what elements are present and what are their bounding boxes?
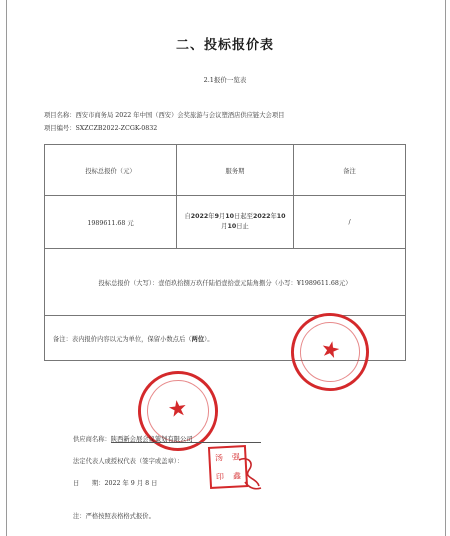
supplier-label: 供应商名称： <box>73 436 111 443</box>
service-day: 10 <box>225 213 235 220</box>
service-year: 2022 <box>190 213 209 220</box>
service-text: 年 <box>208 213 215 220</box>
cell-service-period <box>177 196 294 249</box>
footer-note: 注：严格按照表格格式报价。 <box>73 513 155 520</box>
document-title: 二、投标报价表 <box>175 38 274 53</box>
project-name: 项目名称：西安市商务局 2022 年中国（西安）会奖旅游与会议塑酒店供应链大会项目 <box>44 112 285 119</box>
header-service-period: 服务期 <box>177 145 294 196</box>
service-text: 日起至 <box>234 213 253 220</box>
table-header-row <box>45 145 406 196</box>
supplier-field <box>73 434 261 443</box>
seal-char: 鑫 <box>232 471 242 481</box>
star-icon: ★ <box>166 395 190 424</box>
service-text: 月 <box>218 213 226 220</box>
document-subtitle: 2.1报价一览表 <box>203 76 247 84</box>
service-text: 自 <box>184 213 191 220</box>
note-prefix: 备注：表内报价内容以元为单位，保留小数点后（ <box>53 335 192 343</box>
supplier-value: 陕西新会展会议策划有限公司 <box>111 434 261 443</box>
date-label: 日 期： <box>73 480 105 487</box>
total-row <box>45 249 406 316</box>
note-bold: 两位 <box>191 335 205 343</box>
service-text: 月 <box>221 223 228 230</box>
table-row <box>45 196 406 249</box>
service-text: 日止 <box>236 223 249 230</box>
seal-char: 汤 <box>214 453 224 463</box>
total-amount-text: 投标总报价（大写）：壹佰玖拾捌万玖仟陆佰壹拾壹元陆角捌分（小写：¥1989611.68元） <box>45 249 406 316</box>
star-icon: ★ <box>318 336 343 365</box>
cell-price: 1989611.68 元 <box>45 196 177 249</box>
signature-mark <box>233 452 267 496</box>
service-text: 年 <box>270 213 277 220</box>
project-number: 项目编号：SXZCZB2022-ZCGK-0832 <box>44 125 158 132</box>
note-suffix: ）。 <box>204 335 214 343</box>
header-remark: 备注 <box>294 145 406 196</box>
service-month: 9 <box>214 213 219 220</box>
representative-label: 法定代表人或授权代表（签字或盖章）： <box>73 458 184 465</box>
representative-field <box>73 456 183 465</box>
cell-remark: / <box>294 196 406 249</box>
seal-char: 印 <box>215 472 225 482</box>
date-value: 2022 年 9 月 8 日 <box>104 480 158 487</box>
service-year: 2022 <box>252 213 271 220</box>
seal-char: 强 <box>231 452 241 462</box>
date-field <box>73 478 157 487</box>
header-total-price: 投标总报价（元） <box>45 145 177 196</box>
service-month: 10 <box>276 213 286 220</box>
service-day: 10 <box>227 223 237 230</box>
